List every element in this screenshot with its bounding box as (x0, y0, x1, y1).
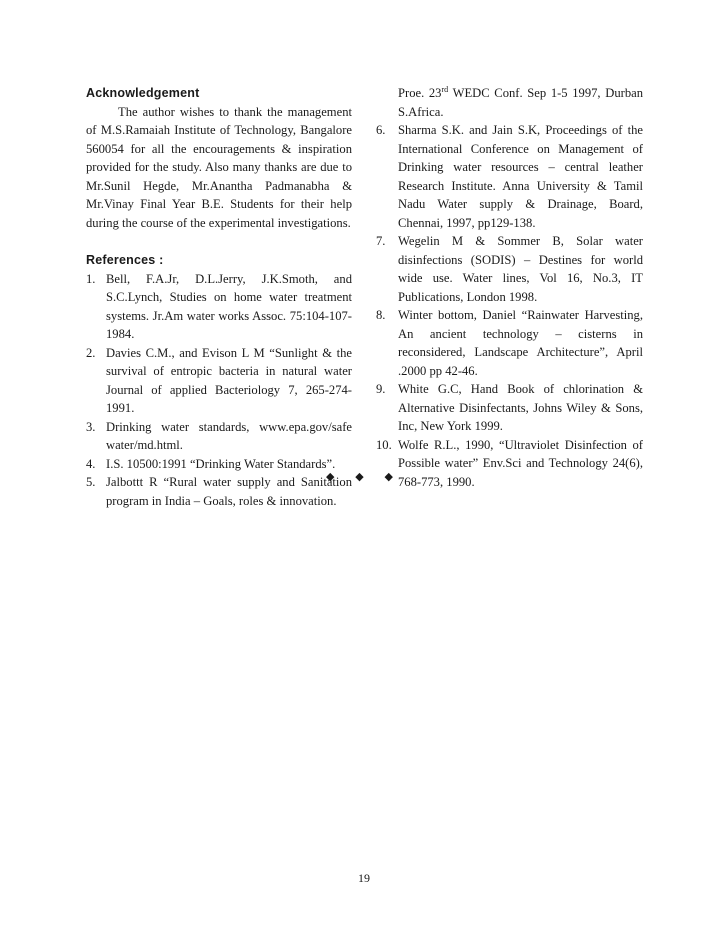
page-number: 19 (358, 871, 370, 885)
reference-item (376, 306, 643, 380)
reference-text: White G.C, Hand Book of chlorination & Alternative Disinfectants, Johns Wiley & Sons, Inc, New York 1999. (398, 382, 643, 433)
reference-text: Winter bottom, Daniel “Rainwater Harvesting, An ancient technology – cisterns in reconsidered, Landscape Architecture”, April .2000 pp 42-46. (398, 308, 643, 378)
reference-number: 2. (86, 345, 96, 360)
ordinal-suffix: rd (441, 84, 449, 94)
section-end-ornament: ◆ ◆ ◆ (326, 471, 402, 483)
reference-number: 10. (376, 437, 392, 452)
reference-number: 1. (86, 271, 96, 286)
reference-item (86, 270, 352, 344)
reference-number: 7. (376, 234, 386, 248)
reference-number: 4. (86, 456, 96, 471)
reference-number: 5. (86, 475, 96, 489)
acknowledgement-body: The author wishes to thank the management of M.S.Ramaiah Institute of Technology, Bangalore 560054 for all the encouragements & inspiration provided for the study. Also many thanks are due to Mr.Sunil Hegde, Mr.Anantha Padmanabha & Mr.Vinay Final Year B.E. Students for their help during the course of the experimental investigations. (86, 104, 352, 230)
reference-item (376, 121, 643, 232)
reference-list-right (376, 121, 643, 491)
reference-item (86, 344, 352, 418)
continuation-pre: Proe. 23 (398, 86, 442, 100)
reference-number: 6. (376, 123, 386, 137)
reference-5-continuation (376, 84, 643, 121)
reference-number: 9. (376, 382, 386, 396)
reference-text: I.S. 10500:1991 “Drinking Water Standards”. (106, 456, 336, 471)
reference-text: Jalbottt R “Rural water supply and Sanitation program in India – Goals, roles & innovation. (106, 475, 352, 508)
reference-text: Davies C.M., and Evison L M “Sunlight & the survival of entropic bacteria in natural water Journal of applied Bacteriology 7, 265-274-1991. (106, 345, 352, 415)
continuation-post: WEDC Conf. Sep 1-5 1997, Durban S.Africa. (398, 86, 643, 119)
reference-number: 3. (86, 419, 96, 434)
reference-text: Wegelin M & Sommer B, Solar water disinfections (SODIS) – Destines for world wide use. Water lines, Vol 16, No.3, IT Publications, London 1998. (398, 234, 643, 304)
acknowledgement-heading: Acknowledgement (86, 86, 200, 100)
right-column (376, 84, 643, 491)
reference-text: Bell, F.A.Jr, D.L.Jerry, J.K.Smoth, and S.C.Lynch, Studies on home water treatment systems. Jr.Am water works Assoc. 75:104-107-1984. (106, 271, 352, 341)
reference-text: Drinking water standards, www.epa.gov/safe water/md.html. (106, 419, 352, 452)
reference-item (376, 232, 643, 306)
references-heading: References : (86, 253, 164, 267)
reference-item (86, 418, 352, 455)
reference-number: 8. (376, 308, 386, 322)
left-column (86, 84, 352, 510)
reference-item (376, 380, 643, 436)
reference-text: Sharma S.K. and Jain S.K, Proceedings of the International Conference on Management of Drinking water resources – central leather Research Institute. Anna University & Tamil Nadu Water supply & Drainage, Board, Chennai, 1997, pp129-138. (398, 123, 643, 230)
reference-text: Wolfe R.L., 1990, “Ultraviolet Disinfection of Possible water” Env.Sci and Technology 24(6), 768-773, 1990. (398, 437, 643, 489)
